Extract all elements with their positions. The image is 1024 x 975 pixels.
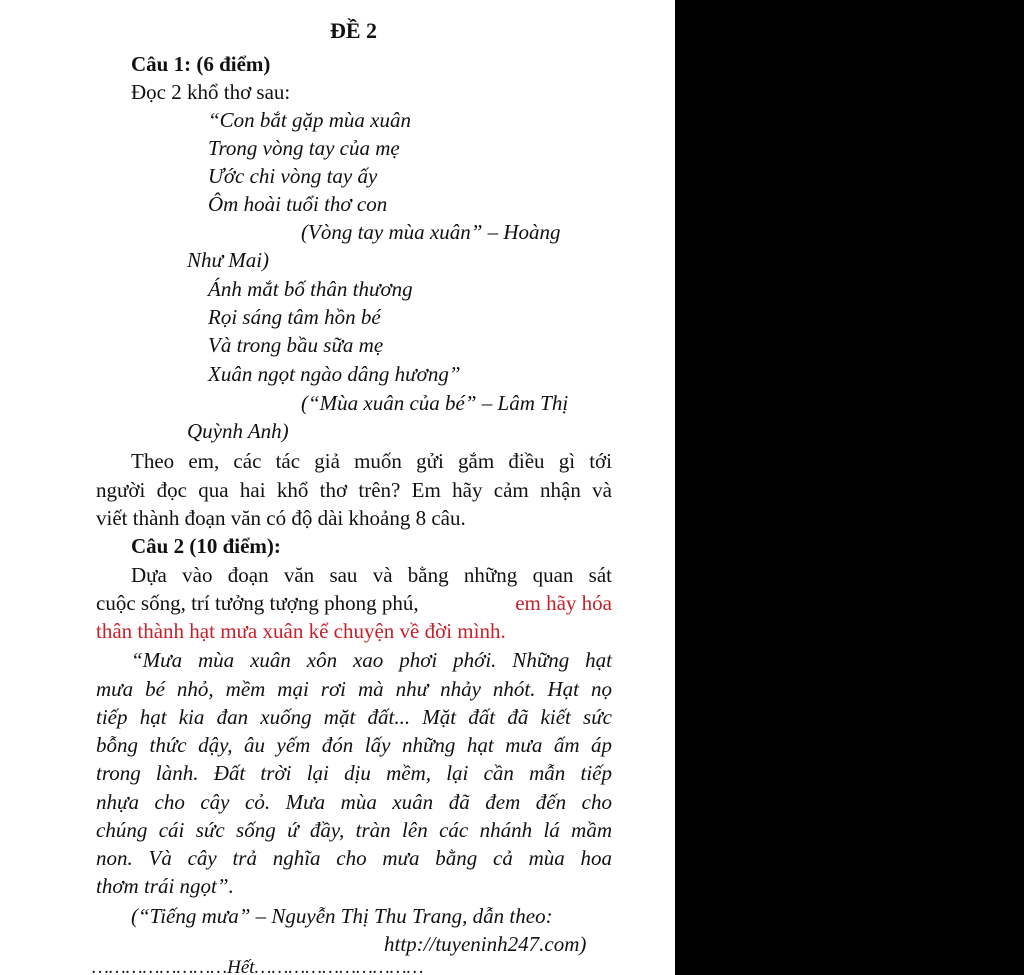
question2-prompt-line-mixed [96, 591, 612, 615]
question1-heading: Câu 1: (6 điểm) [131, 52, 271, 76]
question1-prompt-line: viết thành đoạn văn có độ dài khoảng 8 câu. [96, 506, 466, 530]
poem1-line: Ôm hoài tuổi thơ con [208, 192, 388, 216]
passage-line: mưa bé nhỏ, mềm mại rơi mà như nhảy nhót. Hạt nọ [96, 677, 612, 701]
question1-prompt-line: Theo em, các tác giả muốn gửi gắm điều gì tới [131, 449, 612, 473]
exam-title: ĐỀ 2 [330, 18, 378, 43]
passage-line: non. Và cây trả nghĩa cho mưa bằng cả mùa hoa [96, 846, 612, 870]
poem2-source-continued: Quỳnh Anh) [187, 419, 289, 443]
poem1-line: Ước chi vòng tay ấy [208, 164, 378, 188]
question1-intro: Đọc 2 khổ thơ sau: [131, 80, 291, 104]
passage-line: nhựa cho cây cỏ. Mưa mùa xuân đã đem đến cho [96, 790, 612, 814]
passage-line: tiếp hạt kia đan xuống mặt đất... Mặt đất đã kiết sức [96, 705, 612, 729]
end-text: Hết [227, 957, 255, 975]
poem2-line: Rọi sáng tâm hồn bé [208, 305, 381, 329]
question1-prompt-line: người đọc qua hai khổ thơ trên? Em hãy cảm nhận và [96, 478, 612, 502]
passage-line: chúng cái sức sống ứ đầy, tràn lên các nhánh lá mầm [96, 818, 612, 842]
poem1-source-continued: Như Mai) [187, 248, 270, 272]
poem2-line: Xuân ngọt ngào dâng hương” [208, 362, 461, 386]
end-dots-left: …………………… [92, 957, 228, 975]
end-dots-right: ………………………… [254, 957, 424, 975]
end-marker [92, 956, 424, 975]
poem2-line: Ánh mắt bố thân thương [208, 277, 413, 301]
passage-line: “Mưa mùa xuân xôn xao phơi phới. Những hạt [131, 648, 612, 672]
passage-line: bỗng thức dậy, âu yếm đón lấy những hạt mưa ấm áp [96, 733, 612, 757]
poem2-line: Và trong bầu sữa mẹ [208, 333, 384, 357]
passage-source: (“Tiếng mưa” – Nguyễn Thị Thu Trang, dẫn theo: [131, 904, 553, 928]
passage-source-url: http://tuyeninh247.com) [384, 932, 587, 956]
passage-line: thơm trái ngọt”. [96, 874, 234, 898]
poem1-line: “Con bắt gặp mùa xuân [208, 108, 412, 132]
question2-heading: Câu 2 (10 điểm): [131, 534, 281, 558]
question2-task-highlight: em hãy hóa [515, 591, 612, 615]
poem1-line: Trong vòng tay của mẹ [208, 136, 400, 160]
question2-prompt-line: Dựa vào đoạn văn sau và bằng những quan sát [131, 563, 612, 587]
question2-task-highlight-continued: thân thành hạt mưa xuân kể chuyện về đời mình. [96, 619, 506, 643]
passage-line: trong lành. Đất trời lại dịu mềm, lại cần mẫn tiếp [96, 761, 612, 785]
poem2-source: (“Mùa xuân của bé” – Lâm Thị [301, 391, 569, 415]
black-margin [675, 0, 1024, 975]
poem1-source: (Vòng tay mùa xuân” – Hoàng [301, 220, 561, 244]
question2-prompt-text: cuộc sống, trí tưởng tượng phong phú, [96, 591, 424, 615]
